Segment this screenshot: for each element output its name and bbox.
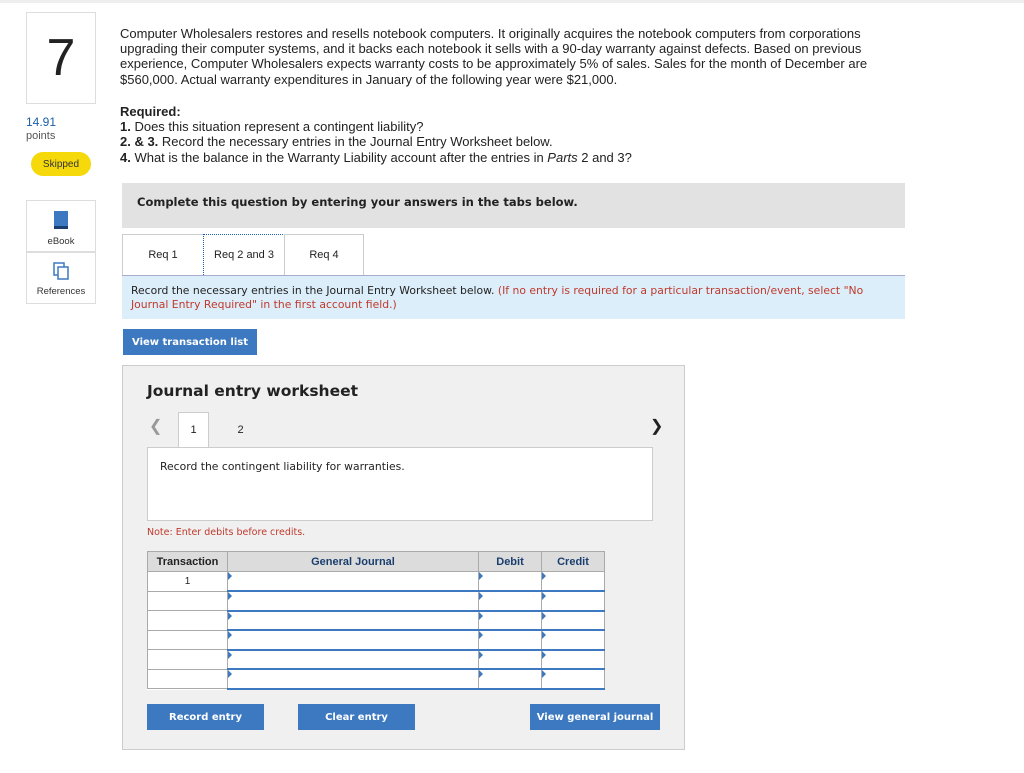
account-select[interactable] — [228, 572, 479, 592]
record-entry-button[interactable]: Record entry — [147, 704, 264, 730]
copy-icon — [27, 262, 95, 283]
col-general-journal: General Journal — [228, 552, 479, 572]
table-row — [148, 591, 605, 611]
credit-input[interactable] — [542, 591, 605, 611]
instruction-note: (If no entry is required for a particular transaction/event, select "No Journal Entry Required" in the first account field.) — [131, 284, 864, 311]
col-credit: Credit — [542, 552, 605, 572]
transaction-cell — [148, 591, 228, 611]
debit-credit-note: Note: Enter debits before credits. — [147, 527, 306, 538]
account-select[interactable] — [228, 611, 479, 631]
table-row — [148, 669, 605, 689]
required-heading: Required: — [120, 104, 181, 119]
journal-entry-worksheet — [122, 365, 685, 750]
question-number: 7 — [26, 12, 96, 104]
ebook-button[interactable] — [26, 200, 96, 252]
page-tab-2[interactable]: 2 — [237, 423, 244, 436]
page-tab-1[interactable]: 1 — [178, 412, 209, 447]
journal-table — [147, 551, 605, 690]
credit-input[interactable] — [542, 650, 605, 670]
table-row — [148, 611, 605, 631]
debit-input[interactable] — [479, 572, 542, 592]
required-item-2: 2. & 3. Record the necessary entries in the Journal Entry Worksheet below. — [120, 134, 553, 150]
debit-input[interactable] — [479, 650, 542, 670]
ebook-label: eBook — [47, 236, 75, 247]
required-item-1: 1. Does this situation represent a contingent liability? — [120, 119, 424, 135]
col-transaction: Transaction — [148, 552, 228, 572]
tab-req-2-and-3[interactable]: Req 2 and 3 — [203, 234, 285, 275]
account-select[interactable] — [228, 669, 479, 689]
table-row — [148, 572, 605, 592]
transaction-cell — [148, 669, 228, 689]
points-label: points — [26, 130, 56, 142]
view-general-journal-button[interactable]: View general journal — [530, 704, 660, 730]
complete-banner: Complete this question by entering your answers in the tabs below. — [122, 183, 905, 228]
transaction-cell — [148, 630, 228, 650]
references-label: References — [36, 286, 86, 297]
book-icon — [27, 210, 95, 233]
instruction-main: Record the necessary entries in the Journal Entry Worksheet below. — [131, 284, 498, 297]
required-section — [120, 104, 900, 165]
table-row — [148, 650, 605, 670]
col-debit: Debit — [479, 552, 542, 572]
debit-input[interactable] — [479, 630, 542, 650]
required-item-3: 4. What is the balance in the Warranty Liability account after the entries in Parts 2 and 3? — [120, 149, 632, 165]
tab-req-1[interactable]: Req 1 — [122, 234, 204, 275]
credit-input[interactable] — [542, 669, 605, 689]
debit-input[interactable] — [479, 669, 542, 689]
worksheet-title: Journal entry worksheet — [147, 382, 359, 400]
tab-req-4[interactable]: Req 4 — [284, 234, 364, 275]
view-transaction-list-button[interactable]: View transaction list — [123, 329, 257, 355]
transaction-cell — [148, 611, 228, 631]
credit-input[interactable] — [542, 572, 605, 592]
transaction-cell — [148, 650, 228, 670]
transaction-cell: 1 — [148, 572, 228, 592]
requirement-tabs — [122, 234, 363, 275]
account-select[interactable] — [228, 591, 479, 611]
account-select[interactable] — [228, 630, 479, 650]
debit-input[interactable] — [479, 591, 542, 611]
clear-entry-button[interactable]: Clear entry — [298, 704, 415, 730]
account-select[interactable] — [228, 650, 479, 670]
prev-page-icon[interactable]: ❮ — [149, 418, 163, 435]
credit-input[interactable] — [542, 630, 605, 650]
instruction-box — [122, 275, 905, 319]
points-value: 14.91 — [26, 115, 57, 129]
entry-description: Record the contingent liability for warranties. — [147, 447, 653, 521]
top-divider — [0, 0, 1024, 3]
table-row — [148, 630, 605, 650]
status-badge: Skipped — [31, 152, 91, 176]
credit-input[interactable] — [542, 611, 605, 631]
problem-text: Computer Wholesalers restores and resells notebook computers. It originally acquires the notebook computers from corporations upgrading their computer systems, and it backs each notebook it sells with a 90-day warranty against defects. Based on previous experience, Computer Wholesalers expects warranty costs to be approximately 5% of sales. Sales for the month of December are $560,000. Actual warranty expenditures in January of the following year were $21,000. — [120, 26, 868, 87]
next-page-icon[interactable]: ❯ — [650, 418, 664, 435]
references-button[interactable] — [26, 252, 96, 304]
debit-input[interactable] — [479, 611, 542, 631]
